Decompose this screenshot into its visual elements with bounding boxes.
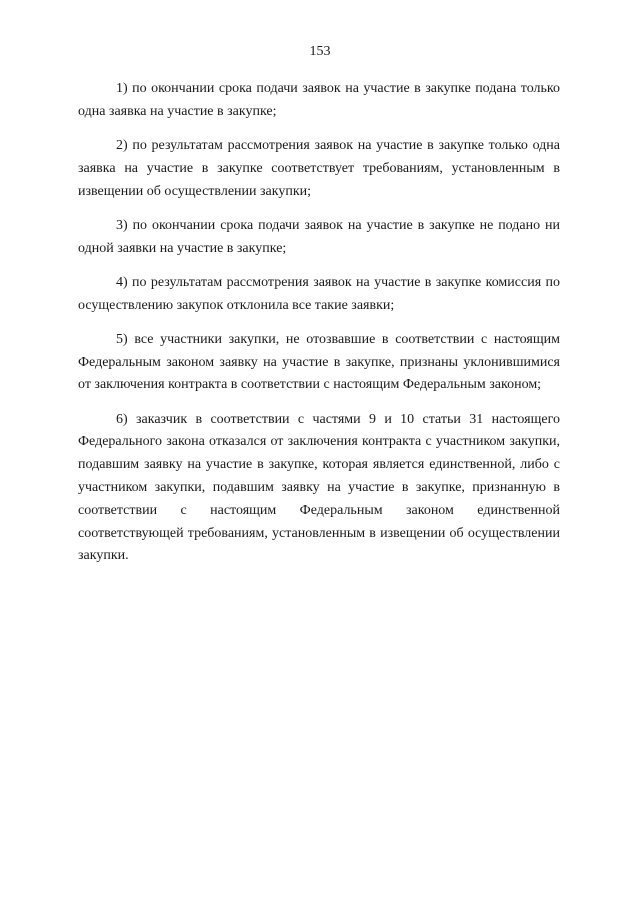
list-item-2: 2) по результатам рассмотрения заявок на участие в закупке только одна заявка на участие в закупке соответствует требованиям, установленным в извещении об осуществлении закупки; [78,137,560,199]
list-item-6: 6) заказчик в соответствии с частями 9 и 10 статьи 31 настоящего Федерального закона отказался от заключения контракта с участником закупки, подавшим заявку на участие в закупке, которая является единственной, либо с участником закупки, подавшим заявку на участие в закупке, признанную в соответствии с настоящим Федеральным законом единственной соответствующей требованиям, установленным в извещении об осуществлении закупки. [78,411,560,564]
page-number: 153 [309,44,331,59]
list-item-3: 3) по окончании срока подачи заявок на участие в закупке не подано ни одной заявки на участие в закупке; [78,217,560,256]
list-item-5: 5) все участники закупки, не отозвавшие в соответствии с настоящим Федеральным законом заявку на участие в закупке, признаны уклонившимися от заключения контракта в соответствии с настоящим Федеральным законом; [78,331,560,393]
document-body [78,78,560,568]
list-item-4: 4) по результатам рассмотрения заявок на участие в закупке комиссия по осуществлению закупок отклонила все такие заявки; [78,274,560,313]
list-item-1: 1) по окончании срока подачи заявок на участие в закупке подана только одна заявка на участие в закупке; [78,81,560,119]
